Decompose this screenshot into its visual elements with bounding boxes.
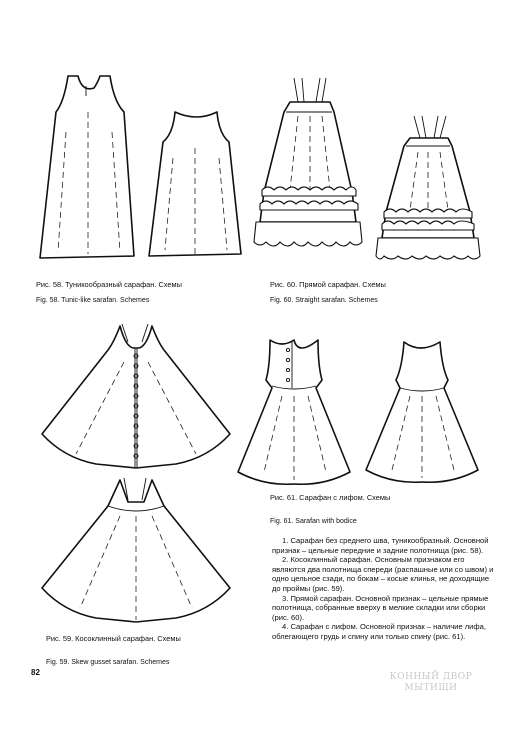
fig58-front-drawing: [38, 72, 138, 262]
stamp-line-1: КОННЫЙ ДВОР: [389, 672, 473, 682]
paragraph: 4. Сарафан с лифом. Основной признак – наличие лифа, облегающего грудь и спину или только спину (рис. 61).: [272, 622, 486, 641]
fig59-caption-ru: Рис. 59. Косоклинный сарафан. Схемы: [46, 634, 181, 643]
watermark-stamp: [376, 672, 486, 694]
paragraph: 2. Косоклинный сарафан. Основным признаком его являются два полотнища спереди (распашные или со швом) и одно цельное сзади, по бокам – косые клинья, не доходящие до проймы (рис. 59).: [272, 555, 494, 593]
stamp-line-2: МЫТИЩИ: [404, 683, 458, 693]
fig60-caption-ru: Рис. 60. Прямой сарафан. Схемы: [270, 280, 386, 289]
fig58-back-drawing: [145, 108, 245, 258]
fig58-caption-en: Fig. 58. Tunic-like sarafan. Schemes: [36, 297, 150, 304]
fig61-caption-en: Fig. 61. Sarafan with bodice: [270, 518, 357, 525]
paragraph: 1. Сарафан без среднего шва, туникообразный. Основной признак – цельные передние и задние полотнища (рис. 58).: [272, 536, 489, 555]
body-text: [272, 536, 494, 642]
page-number: 82: [31, 668, 40, 677]
fig60-back-drawing: [372, 112, 484, 262]
fig59-caption-en: Fig. 59. Skew gusset sarafan. Schemes: [46, 659, 170, 666]
fig61-caption-ru: Рис. 61. Сарафан с лифом. Схемы: [270, 493, 391, 502]
fig61-back-drawing: [360, 338, 484, 488]
fig59-back-drawing: [36, 476, 236, 626]
fig61-front-drawing: [232, 336, 356, 486]
fig59-front-drawing: [36, 322, 236, 472]
fig58-caption-ru: Рис. 58. Туникообразный сарафан. Схемы: [36, 280, 182, 289]
paragraph: 3. Прямой сарафан. Основной признак – цельные прямые полотнища, собранные вверху в мелкие складки или сборки (рис. 60).: [272, 593, 489, 622]
fig60-front-drawing: [252, 72, 364, 262]
fig60-caption-en: Fig. 60. Straight sarafan. Schemes: [270, 297, 378, 304]
